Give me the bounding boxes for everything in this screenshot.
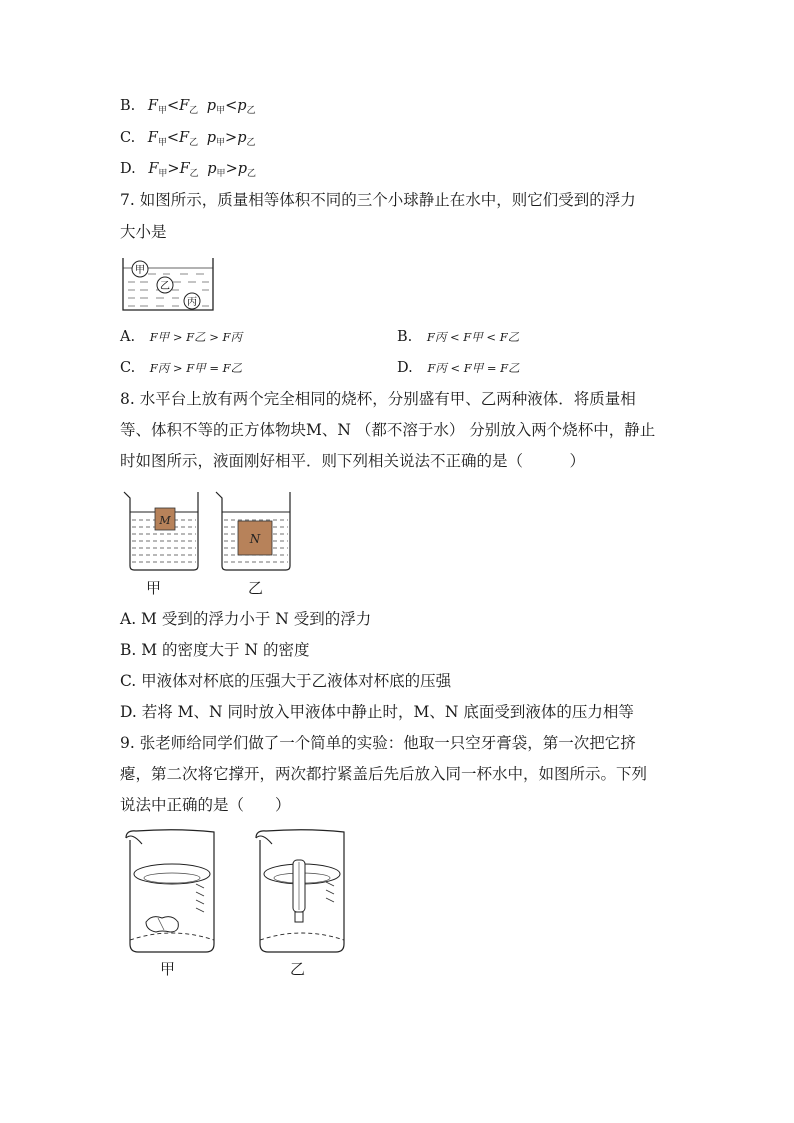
subscript: 甲 <box>157 106 167 116</box>
subscript: 乙 <box>189 106 199 116</box>
subscript: 甲 <box>157 138 167 148</box>
option-letter: C. <box>120 130 136 146</box>
q7-stem-line-1: 7. 如图所示，质量相等体积不同的三个小球静止在水中，则它们受到的浮力 <box>120 191 636 209</box>
comparison: > <box>225 161 238 177</box>
q7-option-a <box>120 327 242 347</box>
subscript: 乙 <box>189 138 199 148</box>
subscript: 甲 <box>216 106 226 116</box>
option-letter: B. <box>397 329 413 345</box>
block-n-label: N <box>249 532 261 546</box>
q9-stem-line-1: 9. 张老师给同学们做了一个简单的实验：他取一只空牙膏袋，第一次把它挤 <box>120 734 636 752</box>
comparison: > <box>167 161 180 177</box>
q8-option-c: C. 甲液体对杯底的压强大于乙液体对杯底的压强 <box>120 672 452 690</box>
option-letter: A. <box>120 329 136 345</box>
force-symbol: F <box>147 130 158 146</box>
option-letter: B. <box>120 98 136 114</box>
option-text: F甲 > F乙 > F丙 <box>149 330 243 344</box>
option-letter: D. <box>120 161 136 177</box>
option-letter: D. <box>397 360 413 376</box>
subscript: 乙 <box>246 106 256 116</box>
option-letter: C. <box>120 360 136 376</box>
q8-option-d: D. 若将 M、N 同时放入甲液体中静止时，M、N 底面受到液体的压力相等 <box>120 703 634 721</box>
pressure-symbol: p <box>237 161 248 177</box>
q6-option-c <box>120 128 256 153</box>
block-m-label: M <box>159 514 171 527</box>
q8-stem-line-2: 等、体积不等的正方体物块M、N （都不溶于水） 分别放入两个烧杯中，静止 <box>120 421 656 439</box>
comparison: > <box>225 130 238 146</box>
pressure-symbol: p <box>237 130 247 146</box>
option-text: F丙 > F甲 = F乙 <box>149 361 243 375</box>
pressure-symbol: p <box>206 130 217 146</box>
q8-caption-jia: 甲 <box>146 579 162 597</box>
q8-option-b: B. M 的密度大于 N 的密度 <box>120 641 310 659</box>
q7-option-d <box>397 358 520 378</box>
ball-jia-label: 甲 <box>135 265 145 276</box>
q7-option-b <box>397 327 519 347</box>
subscript: 乙 <box>246 138 256 148</box>
ball-yi-label: 乙 <box>160 281 170 292</box>
subscript: 甲 <box>216 169 226 179</box>
subscript: 乙 <box>189 169 199 179</box>
subscript: 乙 <box>247 169 257 179</box>
force-symbol: F <box>147 98 158 114</box>
q8-caption-yi: 乙 <box>248 579 264 597</box>
q9-caption-yi: 乙 <box>290 960 306 978</box>
force-symbol: F <box>148 161 159 177</box>
force-symbol: F <box>179 98 190 114</box>
subscript: 甲 <box>216 138 226 148</box>
pressure-symbol: p <box>206 98 217 114</box>
force-symbol: F <box>179 130 190 146</box>
ball-bing-label: 丙 <box>187 297 197 308</box>
q9-caption-jia: 甲 <box>160 960 176 978</box>
q9-stem-line-3: 说法中正确的是（ ） <box>120 796 291 814</box>
q8-beakers-figure <box>118 488 300 576</box>
q7-container-figure <box>118 254 218 314</box>
q6-option-d <box>120 159 256 184</box>
subscript: 甲 <box>158 169 168 179</box>
q9-stem-line-2: 瘪，第二次将它撑开，两次都拧紧盖后先后放入同一杯水中，如图所示。下列 <box>120 765 648 783</box>
q7-stem-line-2: 大小是 <box>120 223 167 241</box>
q8-stem-line-1: 8. 水平台上放有两个完全相同的烧杯，分别盛有甲、乙两种液体．将质量相 <box>120 390 636 408</box>
option-text: F丙 < F甲 = F乙 <box>427 361 520 375</box>
pressure-symbol: p <box>237 98 247 114</box>
option-text: F丙 < F甲 < F乙 <box>426 330 520 344</box>
force-symbol: F <box>179 161 190 177</box>
q8-option-a: A. M 受到的浮力小于 N 受到的浮力 <box>120 610 372 628</box>
q9-beakers-figure <box>118 826 358 958</box>
comparison: < <box>166 130 180 146</box>
q7-option-c <box>120 358 242 378</box>
comparison: < <box>225 98 238 114</box>
q6-option-b <box>120 96 256 121</box>
comparison: < <box>166 98 180 114</box>
q8-stem-line-3: 时如图所示，液面刚好相平．则下列相关说法不正确的是（ ） <box>120 452 586 470</box>
pressure-symbol: p <box>207 161 217 177</box>
